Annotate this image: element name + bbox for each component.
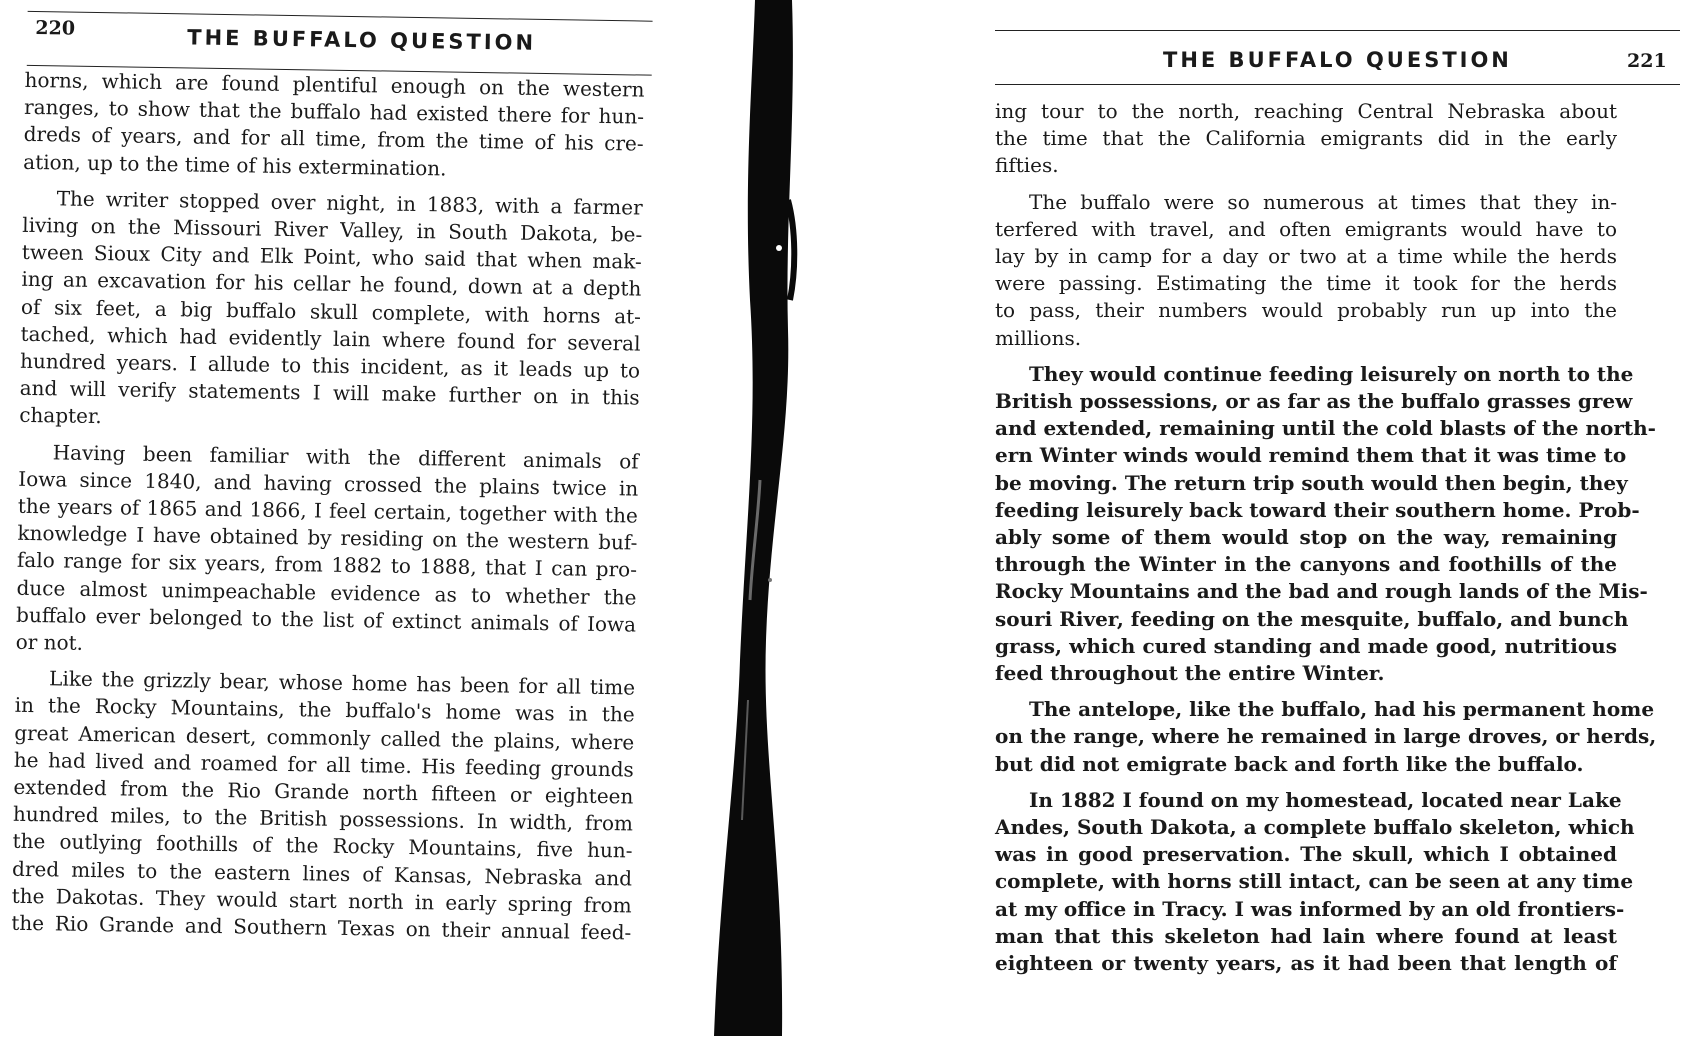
text-line: grass, which cured standing and made good, nutritious xyxy=(995,633,1617,658)
right-top-rule xyxy=(995,30,1680,31)
text-line: the Rio Grande and Southern Texas on their annual feed- xyxy=(11,910,632,945)
text-line: tached, which had evidently lain where found for several xyxy=(20,321,641,356)
text-line: ation, up to the time of his extermination. xyxy=(23,149,447,181)
text-line: ern Winter winds would remind them that it was time to xyxy=(995,443,1627,468)
right-paragraph-2 xyxy=(995,189,1617,352)
right-running-head: THE BUFFALO QUESTION xyxy=(1163,48,1512,72)
left-paragraph-3 xyxy=(16,438,639,665)
text-line: ing tour to the north, reaching Central Nebraska about xyxy=(995,99,1617,123)
text-line: The antelope, like the buffalo, had his permanent home xyxy=(1029,697,1655,722)
right-page xyxy=(995,0,1685,1036)
text-line: buffalo ever belonged to the list of extinct animals of Iowa xyxy=(15,602,637,637)
text-line: millions. xyxy=(995,325,1082,350)
text-line: duce almost unimpeachable evidence as to whether the xyxy=(16,575,637,610)
text-line: The writer stopped over night, in 1883, with a farmer xyxy=(56,186,643,220)
text-line: knowledge I have obtained by residing on the western buf- xyxy=(17,521,638,555)
text-line: tween Sioux City and Elk Point, who said that when mak- xyxy=(21,240,642,274)
text-line: Rocky Mountains and the bad and rough lands of the Mis- xyxy=(995,579,1648,604)
right-page-number: 221 xyxy=(1627,50,1667,72)
text-line: was in good preservation. The skull, which I obtained xyxy=(995,842,1617,867)
book-gutter-shadow xyxy=(700,0,995,1036)
text-line: the Dakotas. They would start north in early spring from xyxy=(11,883,632,918)
text-line: dreds of years, and for all time, from the time of his cre- xyxy=(23,122,644,156)
left-paragraph-1 xyxy=(23,67,645,186)
left-page-number: 220 xyxy=(35,17,76,40)
text-line: souri River, feeding on the mesquite, buffalo, and bunch xyxy=(995,606,1629,631)
text-line: great American desert, commonly called the plains, where xyxy=(14,720,635,755)
left-page xyxy=(0,0,708,1041)
text-line: were passing. Estimating the time it took for the herds xyxy=(995,271,1617,296)
text-line: terfered with travel, and often emigrants would have to xyxy=(995,216,1617,241)
left-running-head: THE BUFFALO QUESTION xyxy=(187,25,537,55)
text-line: feed throughout the entire Winter. xyxy=(995,661,1385,686)
text-line: at my office in Tracy. I was informed by an old frontiers- xyxy=(995,896,1625,921)
text-line: and will verify statements I will make further on in this xyxy=(19,376,640,410)
left-body-text xyxy=(11,67,645,956)
text-line: the time that the California emigrants did in the early xyxy=(995,126,1617,151)
text-line: of six feet, a big buffalo skull complete, with horns at- xyxy=(20,294,642,329)
right-paragraph-5 xyxy=(995,787,1635,977)
text-line: fifties. xyxy=(995,153,1059,178)
text-line: They would continue feeding leisurely on north to the xyxy=(1029,361,1634,386)
text-line: through the Winter in the canyons and foothills of the xyxy=(995,552,1617,577)
text-line: be moving. The return trip south would then begin, they xyxy=(995,470,1628,495)
left-top-rule xyxy=(28,11,653,22)
text-line: in the Rocky Mountains, the buffalo's home was in the xyxy=(14,693,635,727)
text-line: he had lived and roamed for all time. His feeding grounds xyxy=(13,747,634,782)
text-line: or not. xyxy=(15,629,84,655)
left-paragraph-4 xyxy=(11,665,635,947)
text-line: falo range for six years, from 1882 to 1888, that I can pro- xyxy=(16,548,638,582)
text-line: ably some of them would stop on the way, remaining xyxy=(995,525,1617,550)
right-paragraph-1 xyxy=(995,98,1617,180)
text-line: ranges, to show that the buffalo had existed there for hun- xyxy=(23,95,645,129)
text-line: the years of 1865 and 1866, I feel certain, together with the xyxy=(17,493,638,528)
text-line: hundred miles, to the British possessions. In width, from xyxy=(12,802,634,836)
text-line: chapter. xyxy=(19,403,102,429)
text-line: feeding leisurely back toward their southern home. Prob- xyxy=(995,497,1640,522)
text-line: extended from the Rio Grande north fifteen or eighteen xyxy=(13,774,634,809)
text-line: and extended, remaining until the cold blasts of the north- xyxy=(995,416,1656,441)
text-line: The buffalo were so numerous at times that they in- xyxy=(1029,189,1617,214)
left-paragraph-2 xyxy=(19,185,643,440)
text-line: ing an excavation for his cellar he found, down at a depth xyxy=(21,267,642,301)
text-line: In 1882 I found on my homestead, located near Lake xyxy=(1029,787,1622,812)
text-line: horns, which are found plentiful enough on the western xyxy=(24,67,645,102)
text-line: dred miles to the eastern lines of Kansas, Nebraska and xyxy=(11,856,633,891)
text-line: man that this skeleton had lain where found at least xyxy=(995,923,1617,948)
text-line: Like the grizzly bear, whose home has been for all time xyxy=(48,666,636,700)
text-line: Iowa since 1840, and having crossed the plains twice in xyxy=(18,466,639,501)
text-line: Andes, South Dakota, a complete buffalo skeleton, which xyxy=(995,815,1635,840)
text-line: to pass, their numbers would probably run up into the xyxy=(995,298,1617,323)
right-header-rule xyxy=(995,84,1680,85)
text-line: lay by in camp for a day or two at a time while the herds xyxy=(995,244,1617,269)
text-line: on the range, where he remained in large droves, or herds, xyxy=(995,724,1657,749)
right-paragraph-4 xyxy=(995,696,1657,778)
text-line: but did not emigrate back and forth like the buffalo. xyxy=(995,751,1584,776)
text-line: British possessions, or as far as the buffalo grasses grew xyxy=(995,389,1633,414)
text-line: complete, with horns still intact, can be seen at any time xyxy=(995,869,1634,894)
text-line: living on the Missouri River Valley, in South Dakota, be- xyxy=(22,212,643,247)
text-line: Having been familiar with the different animals of xyxy=(52,439,639,474)
right-body-text xyxy=(995,98,1657,986)
text-line: the outlying foothills of the Rocky Mountains, five hun- xyxy=(12,829,633,863)
text-line: hundred years. I allude to this incident, as it leads up to xyxy=(19,348,641,383)
text-line: eighteen or twenty years, as it had been that length of xyxy=(995,951,1617,976)
right-paragraph-3 xyxy=(995,361,1656,687)
